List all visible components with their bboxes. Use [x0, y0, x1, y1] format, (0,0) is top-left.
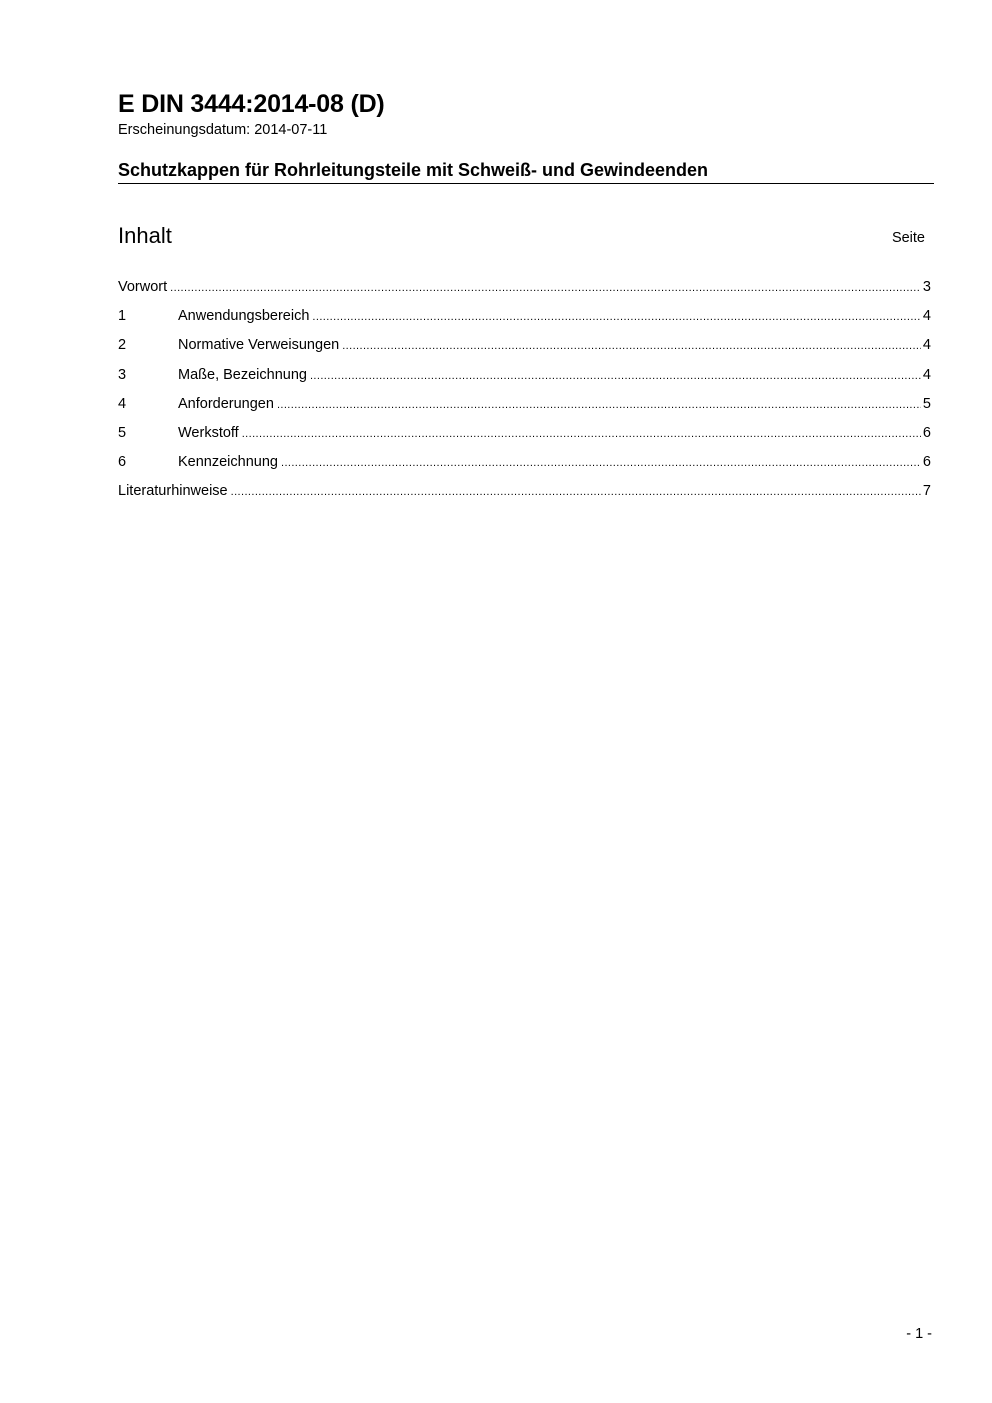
toc-entry-number: 6: [118, 454, 127, 471]
toc-entry-literaturhinweise[interactable]: [118, 482, 931, 511]
toc-entry-vorwort[interactable]: [118, 278, 931, 307]
toc-entry-normative-verweisungen[interactable]: [118, 336, 931, 365]
toc-entry-kennzeichnung[interactable]: [118, 453, 931, 482]
toc-entry-number: 3: [118, 366, 127, 383]
toc-entry-number: 1: [118, 308, 127, 325]
toc-dot-leader: [310, 367, 921, 385]
toc-entry-label[interactable]: Maße, Bezeichnung: [178, 366, 307, 383]
toc-entry-page: 3: [922, 279, 931, 295]
table-of-contents: [118, 278, 931, 512]
toc-entry-werkstoff[interactable]: [118, 424, 931, 453]
title-divider: [118, 183, 934, 184]
toc-entry-page: 4: [922, 337, 931, 354]
document-id: E DIN 3444:2014-08 (D): [118, 90, 385, 118]
toc-entry-anwendungsbereich[interactable]: [118, 307, 931, 336]
toc-entry-page: 4: [922, 308, 931, 325]
toc-entry-number: 2: [118, 337, 127, 354]
toc-dot-leader: [342, 337, 921, 355]
toc-entry-page: 7: [922, 483, 931, 500]
toc-entry-page: 6: [922, 424, 931, 441]
toc-dot-leader: [170, 279, 921, 297]
toc-heading: Inhalt: [118, 223, 172, 248]
toc-entry-label[interactable]: Literaturhinweise: [118, 483, 228, 500]
page-number: - 1 -: [906, 1326, 932, 1342]
toc-page-column-label: Seite: [891, 230, 925, 246]
toc-entry-label[interactable]: Anwendungsbereich: [178, 308, 310, 325]
toc-dot-leader: [242, 425, 921, 443]
toc-entry-masse-bezeichnung[interactable]: [118, 366, 931, 395]
toc-dot-leader: [281, 454, 921, 472]
toc-entry-label[interactable]: Werkstoff: [178, 424, 239, 441]
toc-entry-label[interactable]: Normative Verweisungen: [178, 337, 340, 354]
toc-dot-leader: [231, 483, 921, 501]
toc-entry-page: 5: [922, 395, 931, 412]
toc-entry-label[interactable]: Kennzeichnung: [178, 454, 278, 471]
document-title: Schutzkappen für Rohrleitungsteile mit Schweiß- und Gewindeenden: [118, 160, 709, 180]
toc-entry-number: 4: [118, 395, 127, 412]
toc-entry-anforderungen[interactable]: [118, 395, 931, 424]
toc-entry-label[interactable]: Vorwort: [118, 279, 168, 295]
toc-dot-leader: [277, 396, 921, 414]
toc-entry-number: 5: [118, 424, 127, 441]
toc-entry-page: 6: [922, 454, 931, 471]
publication-date: Erscheinungsdatum: 2014-07-11: [118, 122, 328, 138]
toc-entry-page: 4: [922, 366, 931, 383]
toc-entry-label[interactable]: Anforderungen: [178, 395, 274, 412]
toc-dot-leader: [312, 308, 921, 326]
